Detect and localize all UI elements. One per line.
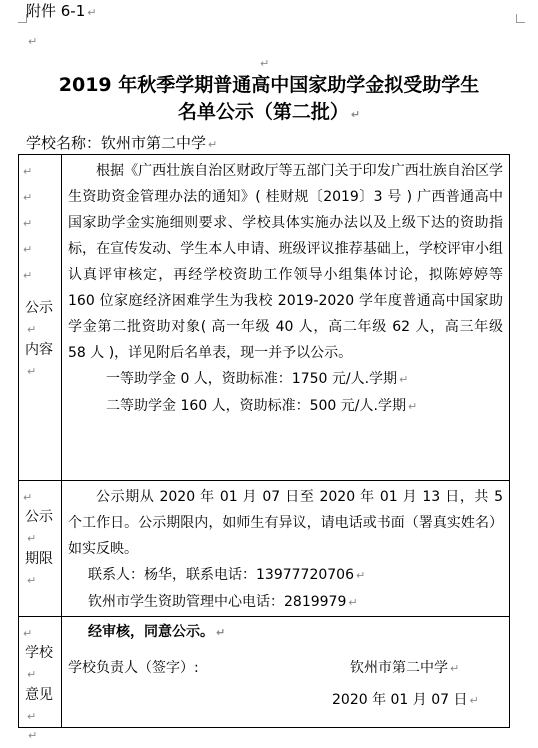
opinion-row xyxy=(19,617,510,728)
document-title-line-1: 2019 年秋季学期普通高中国家助学金拟受助学生 xyxy=(58,74,480,96)
aid-center-phone: 钦州市学生资助管理中心电话：2819979 ↵ xyxy=(88,594,358,610)
school-name-line: 学校名称：钦州市第二中学 ↵ xyxy=(26,134,218,152)
signing-school-name: 钦州市第二中学 ↵ xyxy=(350,660,460,676)
opinion-label-cell xyxy=(19,617,62,728)
second-grade-grant: 二等助学金 160 人，资助标准：500 元/人.学期 ↵ xyxy=(106,398,418,414)
signing-date: 2020 年 01 月 07 日 ↵ xyxy=(332,692,479,708)
paragraph-marks: ↵ ↵ ↵ ↵ ↵ xyxy=(23,165,33,282)
announcement-content-cell xyxy=(62,155,510,481)
announcement-label-cell xyxy=(19,155,62,481)
document-title-line-2: 名单公示（第二批） ↵ xyxy=(177,101,361,123)
announcement-row xyxy=(19,155,510,481)
period-content xyxy=(62,481,509,616)
announcement-label: 公示↵ 内容↵ xyxy=(25,300,53,378)
period-label: 公示↵ 期限↵ xyxy=(25,509,53,587)
paragraph-mark-icon: ↵ xyxy=(260,57,270,70)
margin-corner-top-right xyxy=(516,14,525,23)
paragraph-marks: ↵ xyxy=(23,491,33,504)
contact-person: 联系人：杨华，联系电话：13977720706 ↵ xyxy=(88,567,366,583)
opinion-content-cell xyxy=(62,617,510,728)
opinion-label: 学校↵ 意见↵ xyxy=(25,645,53,723)
paragraph-mark-icon: ↵ xyxy=(87,6,97,19)
paragraph-mark-icon: ↵ xyxy=(28,35,38,48)
first-grade-grant: 一等助学金 0 人，资助标准：1750 元/人.学期 ↵ xyxy=(106,371,409,387)
period-row xyxy=(19,481,510,617)
approval-text: 经审核，同意公示。 ↵ xyxy=(88,624,226,640)
period-label-cell xyxy=(19,481,62,617)
period-paragraph: 公示期从 2020 年 01 月 07 日至 2020 年 01 月 13 日，共 5 个工作日。公示期限内，如师生有异议，请电话或书面（署真实姓名）如实反映。 xyxy=(68,489,503,557)
announcement-paragraph: 根据《广西壮族自治区财政厅等五部门关于印发广西壮族自治区学生资助资金管理办法的通知》( 桂财规〔2019〕3 号 ) 广西普通高中国家助学金实施细则要求、学校具体实施办法以及上级下达的资助指标，在宣传发动、学生本人申请、班级评议推荐基础上，学校评审小组认真评审核定，再经学校资助工作领导小组集体讨论，拟陈婷婷等 160 位家庭经济困难学生为我校 2019-2020 学年度普通高中国家助学金第二批资助对象( 高一年级 40 人，高二年级 62 人，高三年级 58 人 )，详见附后名单表，现一并予以公示。 xyxy=(68,163,503,361)
period-content-cell xyxy=(62,481,510,617)
paragraph-mark-icon: ↵ xyxy=(208,138,218,151)
signer-label: 学校负责人（签字）: xyxy=(68,660,199,676)
paragraph-mark-icon: ↵ xyxy=(28,729,38,742)
paragraph-mark-icon: ↵ xyxy=(350,108,361,121)
announcement-table xyxy=(18,154,510,728)
paragraph-marks: ↵ xyxy=(23,627,33,640)
attachment-label: 附件 6-1 ↵ xyxy=(26,2,97,20)
announcement-content xyxy=(62,155,509,420)
